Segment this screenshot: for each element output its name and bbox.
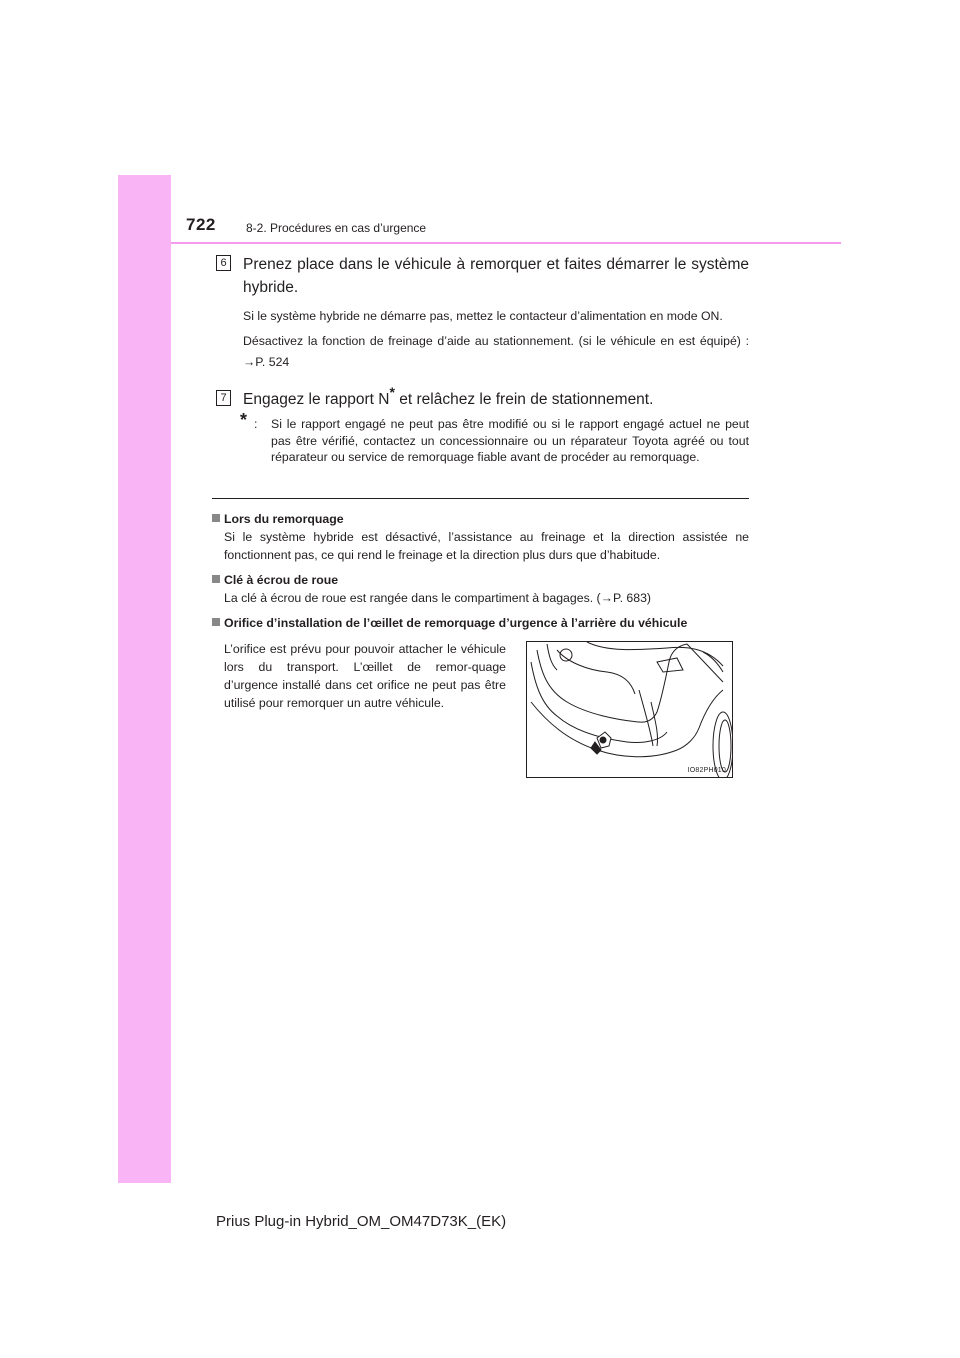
footnote-marker: *: [389, 384, 395, 400]
square-bullet-icon: [212, 575, 220, 583]
step-title-part: et relâchez le frein de stationnement.: [394, 391, 654, 408]
step-title-part: Engagez le rapport N: [243, 391, 390, 408]
figure-code: IO82PH010: [687, 767, 726, 774]
info-heading: Orifice d’installation de l’œillet de remorquage d’urgence à l’arrière du véhicule: [212, 614, 749, 632]
square-bullet-icon: [212, 514, 220, 522]
step-number: 6: [216, 255, 231, 271]
info-wheel-wrench: [212, 571, 749, 607]
square-bullet-icon: [212, 618, 220, 626]
separator-rule: [212, 498, 749, 499]
step-text: Désactivez la fonction de freinage d’aide au stationnement. (si le véhicule en est équipé) : →P. 524: [243, 334, 749, 369]
rear-bumper-illustration: [527, 642, 732, 777]
footnote: [240, 410, 749, 466]
header-rule: [171, 242, 841, 244]
step-7: [216, 384, 749, 466]
step-6: [216, 253, 749, 373]
footnote-text: Si le rapport engagé ne peut pas être modifié ou si le rapport engagé actuel ne peut pas être vérifié, contactez un concessionnaire ou un réparateur Toyota agréé ou tout réparateur ou service de remorquage fiable avant de procéder au remorquage.: [271, 417, 749, 465]
step-title: Prenez place dans le véhicule à remorquer et faites démarrer le système hybride.: [243, 256, 749, 296]
info-towing: [212, 510, 749, 564]
section-title: 8-2. Procédures en cas d’urgence: [246, 221, 427, 235]
footnote-colon: :: [254, 417, 258, 431]
info-heading: Lors du remorquage: [212, 510, 749, 528]
rear-bumper-figure: [526, 641, 733, 778]
side-band: [118, 175, 171, 1183]
page-number: 722: [186, 215, 216, 234]
info-heading: Clé à écrou de roue: [212, 571, 749, 589]
step-text: Si le système hybride ne démarre pas, mettez le contacteur d’alimentation en mode ON.: [243, 309, 723, 323]
info-text: L’orifice est prévu pour pouvoir attacher le véhicule lors du transport. L’œillet de remor-quage d’urgence installé dans cet orifice ne peut pas être utilisé pour remorquer un autre véhicule.: [224, 642, 506, 710]
info-text: Si le système hybride est désactivé, l’assistance au freinage et la direction assistée ne fonctionnent pas, ce qui rend le freinage et la direction plus durs que d’habitude.: [224, 530, 749, 562]
step-number: 7: [216, 390, 231, 406]
footer-text: Prius Plug-in Hybrid_OM_OM47D73K_(EK): [216, 1213, 507, 1230]
info-text: La clé à écrou de roue est rangée dans le compartiment à bagages. (→P. 683): [224, 591, 652, 605]
footnote-star: *: [240, 410, 248, 430]
step-title: [243, 384, 749, 411]
